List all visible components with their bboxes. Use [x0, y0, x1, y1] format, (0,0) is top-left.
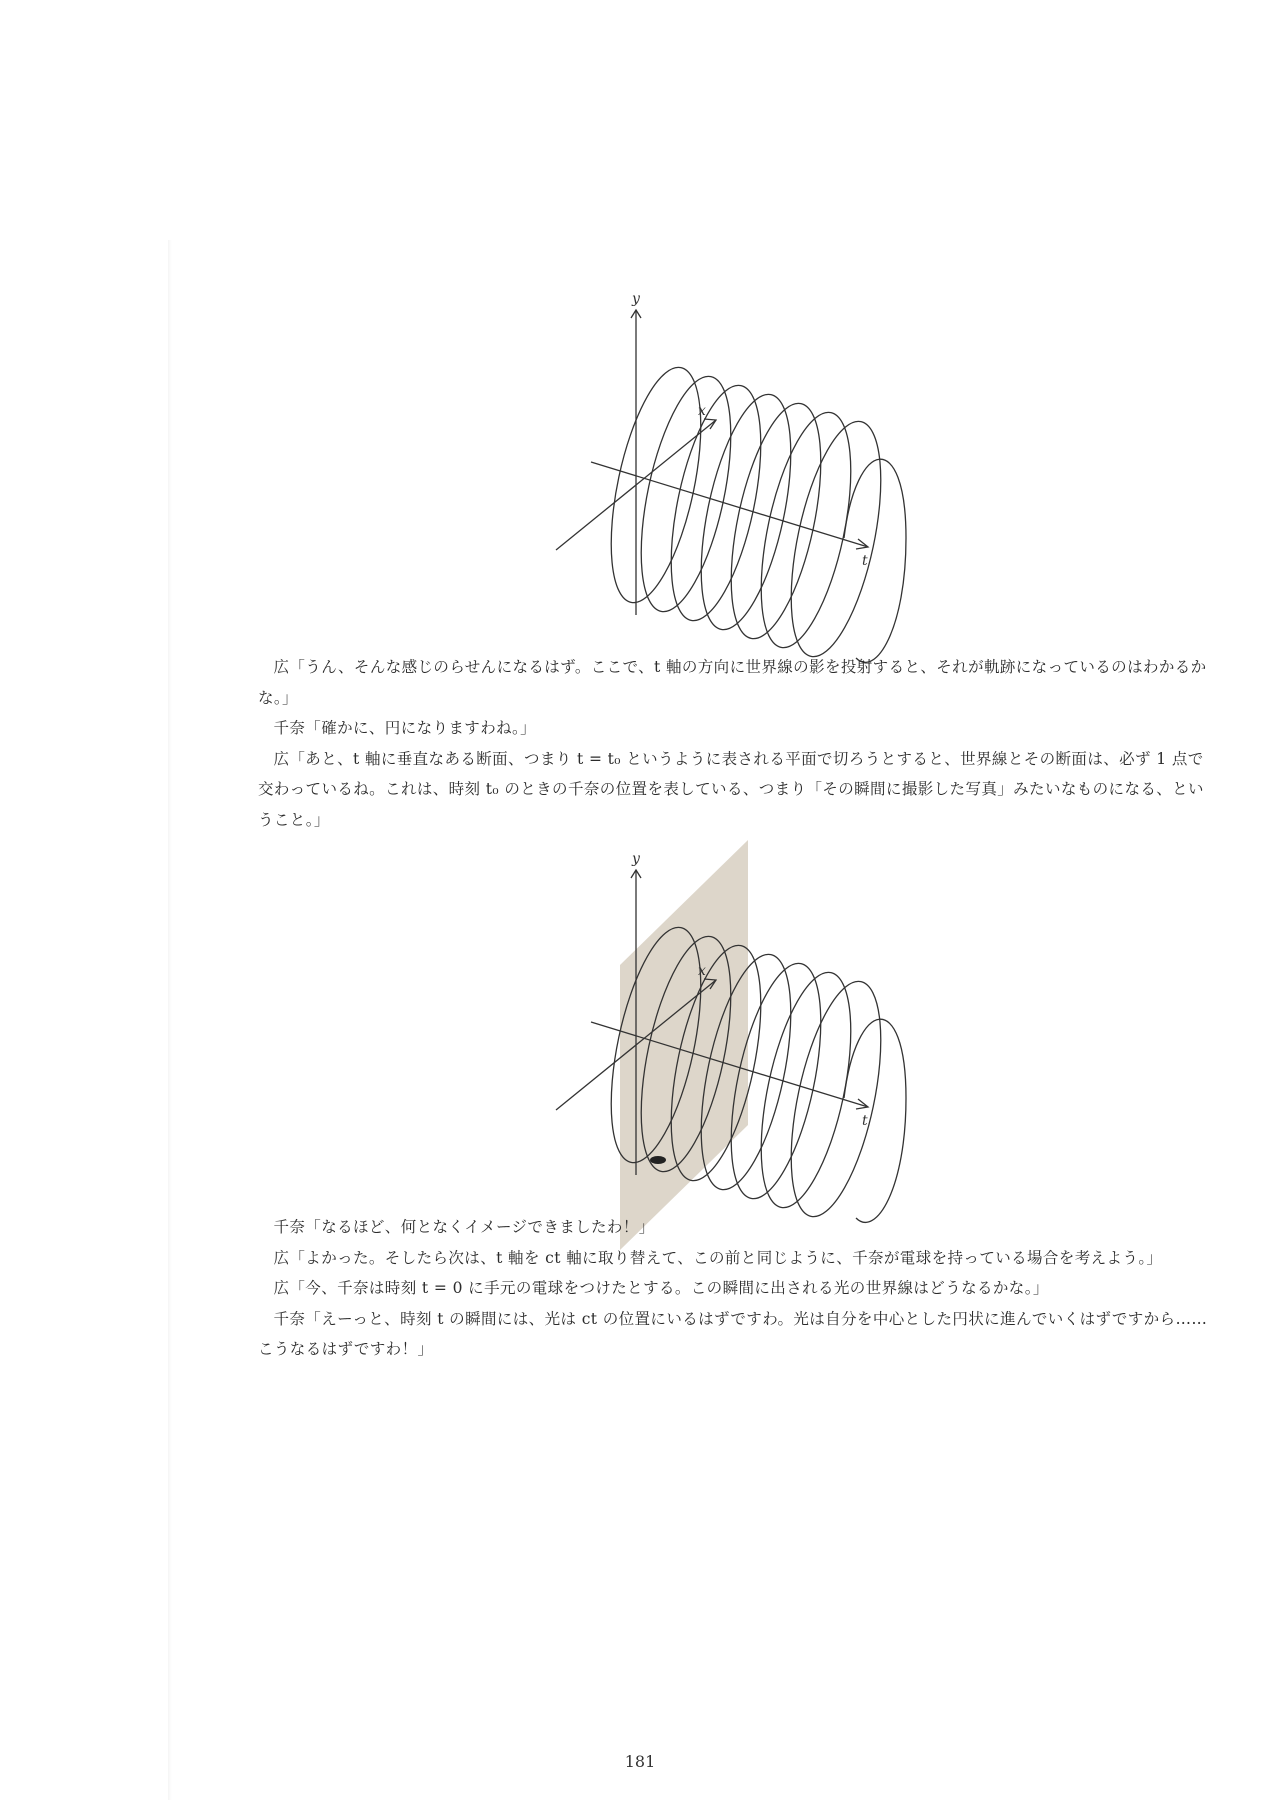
helix-coil-end — [844, 1019, 906, 1222]
intersection-point — [650, 1156, 666, 1164]
t-axis-label: t — [862, 1113, 868, 1129]
helix-figure-1 — [0, 291, 1280, 640]
y-axis-label: y — [632, 291, 640, 307]
paragraph-6: 広「今、千奈は時刻 t = 0 に手元の電球をつけたとする。この瞬間に出される光の世界線はどうなるかな。」 — [273, 1279, 1049, 1297]
t-axis-line — [591, 462, 868, 547]
helix-coil-end — [844, 459, 906, 662]
dialogue-block-1 — [258, 652, 1218, 835]
paragraph-5: 広「よかった。そしたら次は、t 軸を ct 軸に取り替えて、この前と同じように、千奈が電球を持っている場合を考えよう。」 — [273, 1248, 1163, 1267]
helix-figure-1-svg — [0, 291, 1280, 640]
x-axis-label: x — [698, 403, 706, 419]
paragraph-7: 千奈「えーっと、時刻 t の瞬間には、光は ct の位置にいるはずですわ。光は自分を中心とした円状に進んでいくはずですから……こうなるはずですわ！」 — [258, 1309, 1208, 1358]
page-number: 181 — [624, 1752, 656, 1771]
helix-figure-2 — [0, 840, 1280, 1200]
x-axis-label: x — [698, 963, 706, 979]
paragraph-4: 千奈「なるほど、何となくイメージできましたわ！」 — [273, 1218, 655, 1236]
paragraph-2: 千奈「確かに、円になりますわね。」 — [273, 719, 537, 737]
helix-figure-2-svg — [0, 840, 1280, 1200]
paragraph-3: 広「あと、t 軸に垂直なある断面、つまり t = t₀ というように表される平面で切ろうとすると、世界線とその断面は、必ず 1 点で交わっているね。これは、時刻 t₀ のときの千奈の位置を表している、つまり「その瞬間に撮影した写真」みたいなものになる、ということ。」 — [258, 749, 1204, 829]
dialogue-block-2 — [258, 1212, 1218, 1365]
paragraph-1: 広「うん、そんな感じのらせんになるはず。ここで、t 軸の方向に世界線の影を投射すると、それが軌跡になっているのはわかるかな。」 — [258, 658, 1207, 707]
t-axis-label: t — [862, 553, 868, 569]
y-axis-label: y — [632, 851, 640, 867]
